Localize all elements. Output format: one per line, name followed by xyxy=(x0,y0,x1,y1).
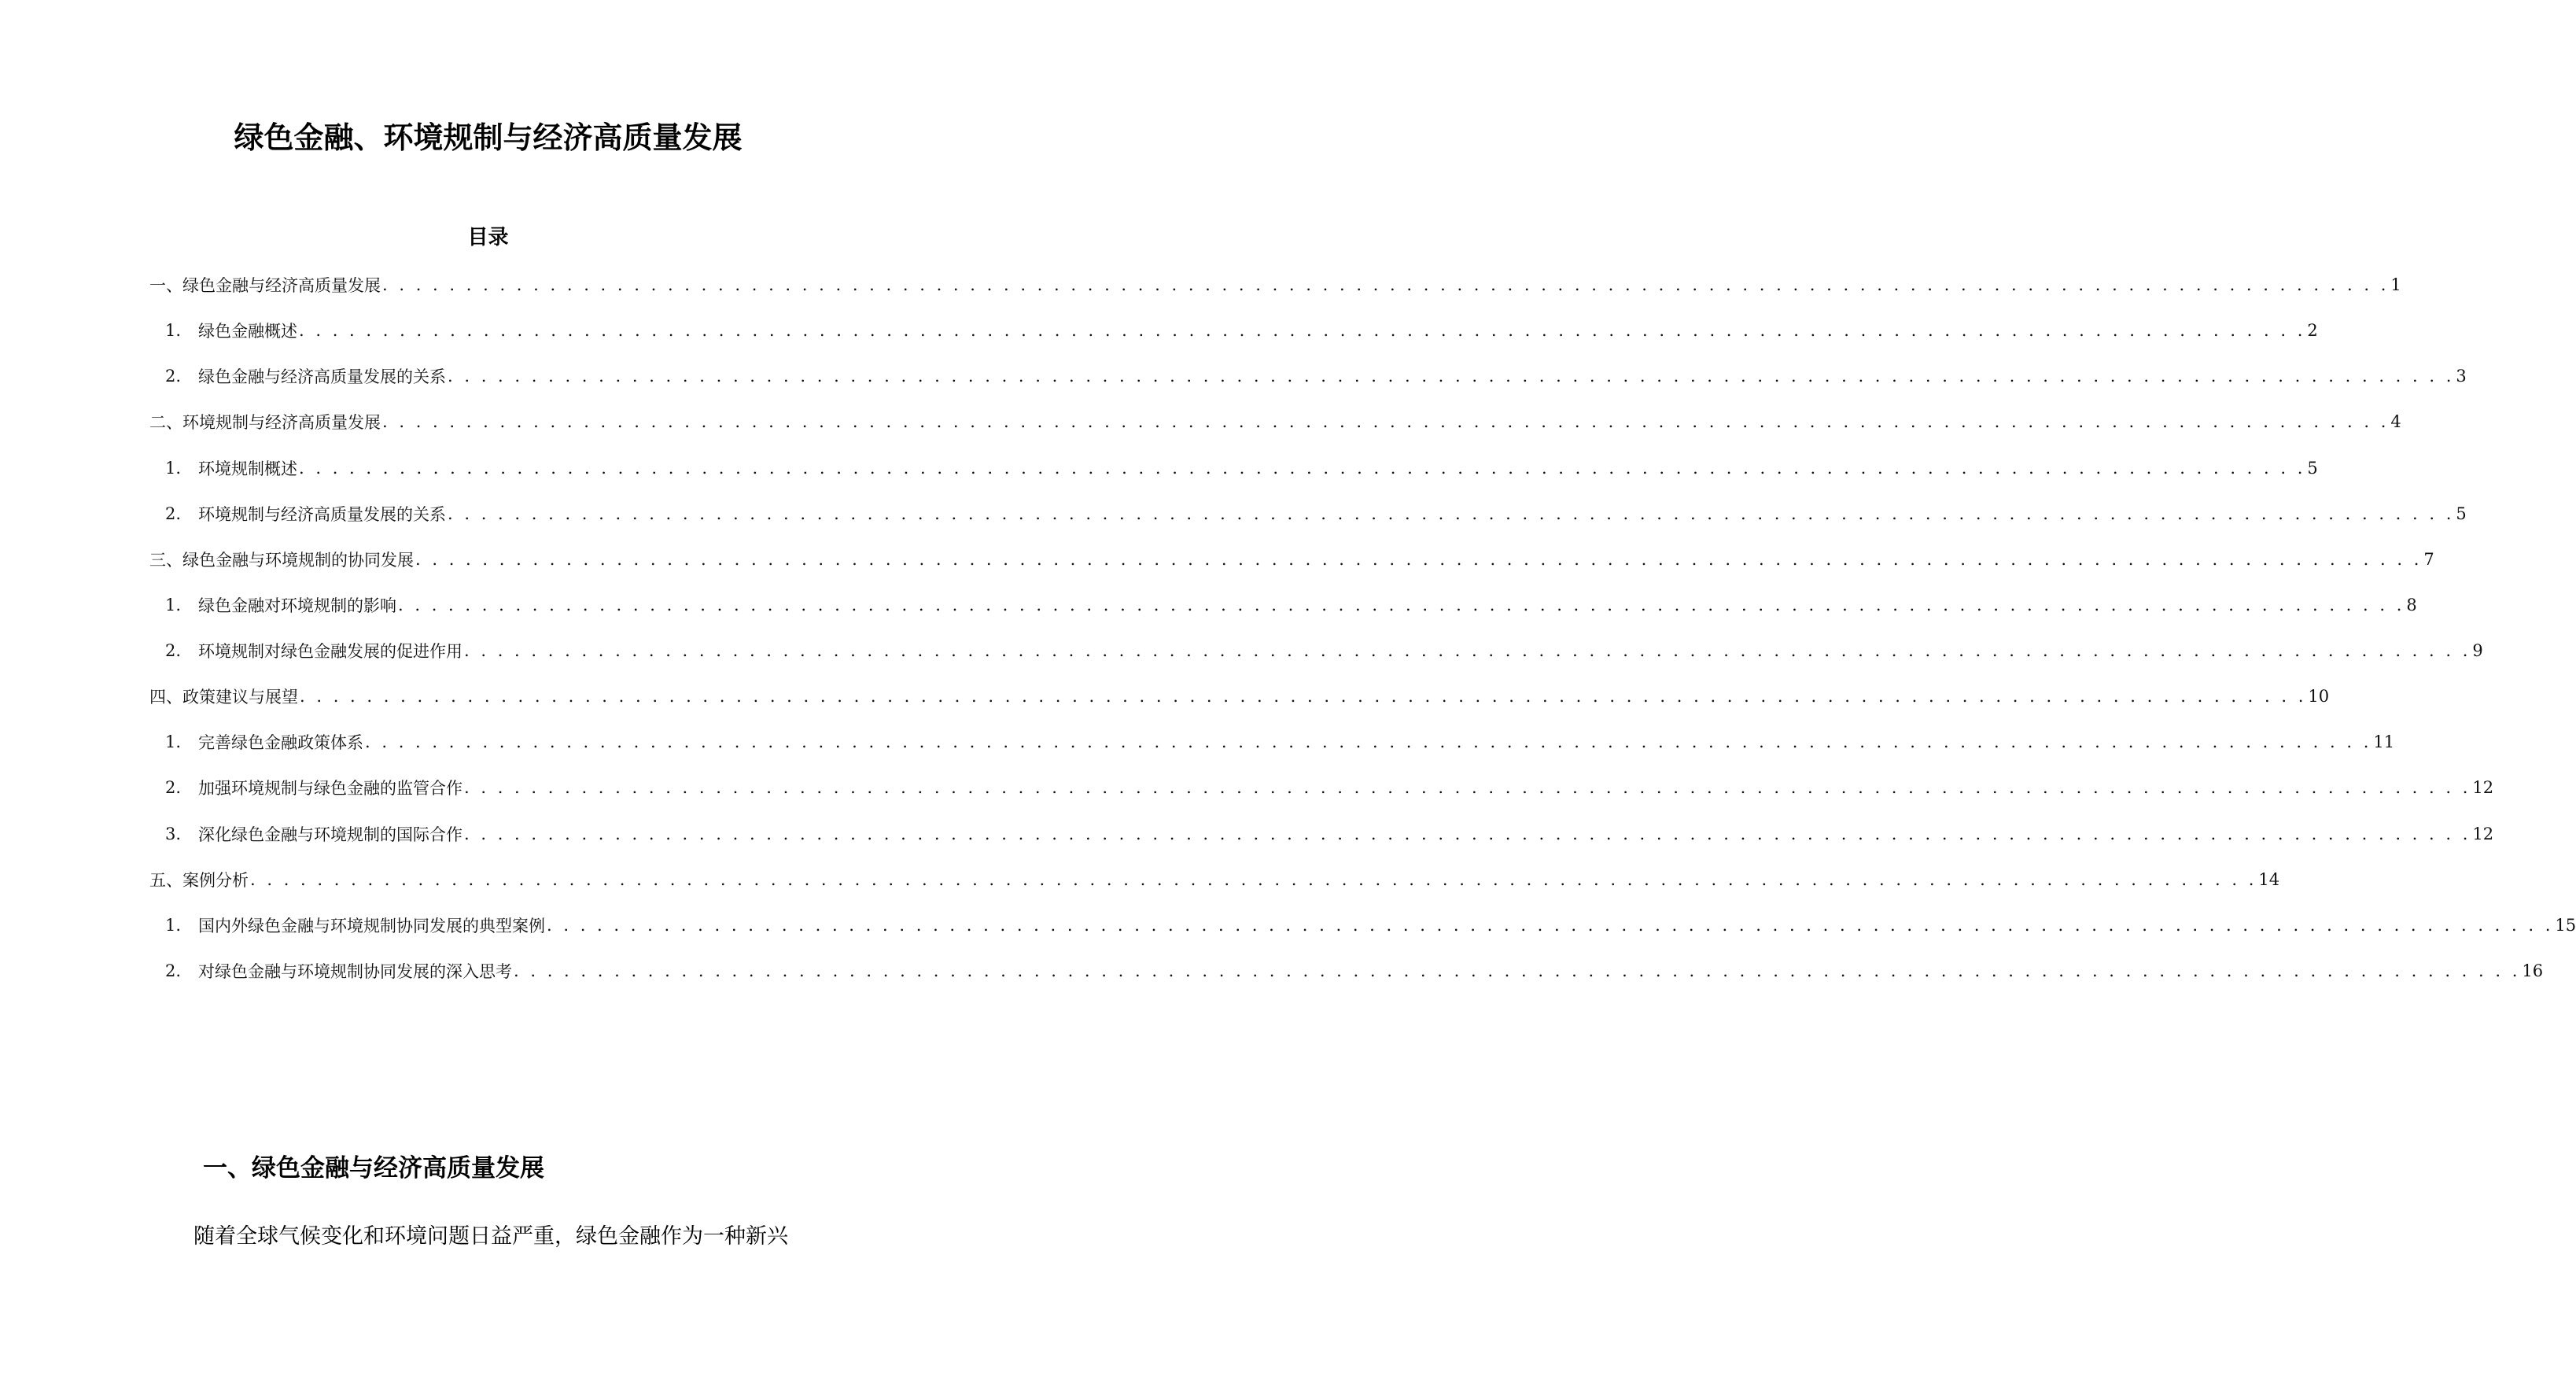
toc-page-number: 5 xyxy=(2456,504,2467,523)
toc-dot-leader: . . . . . . . . . . . . . . . . . . . . . . . . . . . . . . . . . . . . . . . . . . . . . . . . . . . . . . . . . . . . . . . . . . . . . . . . . . . . . . . . . . . . . . . . . . . . . . . . . . . . . . . . . . . . . . . . . . . . . . . . xyxy=(300,687,2307,706)
toc-page-number: 5 xyxy=(2307,459,2318,478)
toc-entry-subsection[interactable] xyxy=(165,635,2483,666)
toc-entry-number: 2. xyxy=(165,961,182,980)
toc-page-number: 15 xyxy=(2555,916,2576,935)
toc-entry-text: 三、绿色金融与环境规制的协同发展 xyxy=(149,551,414,570)
toc-page-number: 12 xyxy=(2472,825,2494,843)
toc-entry-subsection[interactable] xyxy=(165,498,2467,529)
toc-page-number: 4 xyxy=(2390,412,2401,431)
toc-entry-text: 绿色金融概述 xyxy=(198,322,297,341)
toc-dot-leader: . . . . . . . . . . . . . . . . . . . . . . . . . . . . . . . . . . . . . . . . . . . . . . . . . . . . . . . . . . . . . . . . . . . . . . . . . . . . . . . . . . . . . . . . . . . . . . . . . . . . . . . . . . . . . . . . . . . . . . . . xyxy=(464,641,2471,660)
toc-dot-leader: . . . . . . . . . . . . . . . . . . . . . . . . . . . . . . . . . . . . . . . . . . . . . . . . . . . . . . . . . . . . . . . . . . . . . . . . . . . . . . . . . . . . . . . . . . . . . . . . . . . . . . . . . . . . . . . . . . . . . . . . xyxy=(464,825,2471,843)
toc-entry-text: 二、环境规制与经济高质量发展 xyxy=(149,413,381,432)
toc-page-number: 8 xyxy=(2406,596,2417,614)
toc-dot-leader: . . . . . . . . . . . . . . . . . . . . . . . . . . . . . . . . . . . . . . . . . . . . . . . . . . . . . . . . . . . . . . . . . . . . . . . . . . . . . . . . . . . . . . . . . . . . . . . . . . . . . . . . . . . . . . . . . . . . . . . . xyxy=(398,596,2405,614)
toc-entry-text: 环境规制概述 xyxy=(198,459,297,478)
toc-entry-subsection[interactable] xyxy=(165,818,2494,850)
toc-dot-leader: . . . . . . . . . . . . . . . . . . . . . . . . . . . . . . . . . . . . . . . . . . . . . . . . . . . . . . . . . . . . . . . . . . . . . . . . . . . . . . . . . . . . . . . . . . . . . . . . . . . . . . . . . . . . . . . . . . . . . . . . xyxy=(464,778,2471,797)
toc-entry-number: 2. xyxy=(165,641,182,660)
toc-entry-subsection[interactable] xyxy=(165,726,2395,758)
toc-entry-chapter[interactable] xyxy=(149,406,2401,437)
toc-entry-subsection[interactable] xyxy=(165,452,2318,484)
toc-dot-leader: . . . . . . . . . . . . . . . . . . . . . . . . . . . . . . . . . . . . . . . . . . . . . . . . . . . . . . . . . . . . . . . . . . . . . . . . . . . . . . . . . . . . . . . . . . . . . . . . . . . . . . . . . . . . . . . . . . . . . . . . xyxy=(382,275,2390,294)
toc-entry-chapter[interactable] xyxy=(149,544,2434,575)
toc-entry-text: 深化绿色金融与环境规制的国际合作 xyxy=(198,825,463,844)
toc-page-number: 7 xyxy=(2423,550,2434,569)
toc-dot-leader: . . . . . . . . . . . . . . . . . . . . . . . . . . . . . . . . . . . . . . . . . . . . . . . . . . . . . . . . . . . . . . . . . . . . . . . . . . . . . . . . . . . . . . . . . . . . . . . . . . . . . . . . . . . . . . . . . . . . . . . . xyxy=(547,916,2554,935)
toc-entry-text: 绿色金融对环境规制的影响 xyxy=(198,596,396,615)
toc-entry-text: 国内外绿色金融与环境规制协同发展的典型案例 xyxy=(198,917,545,935)
toc-entry-chapter[interactable] xyxy=(149,269,2401,301)
document-title: 绿色金融、环境规制与经济高质量发展 xyxy=(234,120,743,155)
toc-entry-subsection[interactable] xyxy=(165,589,2417,621)
toc-dot-leader: . . . . . . . . . . . . . . . . . . . . . . . . . . . . . . . . . . . . . . . . . . . . . . . . . . . . . . . . . . . . . . . . . . . . . . . . . . . . . . . . . . . . . . . . . . . . . . . . . . . . . . . . . . . . . . . . . . . . . . . . xyxy=(365,732,2372,751)
toc-entry-number: 2. xyxy=(165,504,182,523)
toc-dot-leader: . . . . . . . . . . . . . . . . . . . . . . . . . . . . . . . . . . . . . . . . . . . . . . . . . . . . . . . . . . . . . . . . . . . . . . . . . . . . . . . . . . . . . . . . . . . . . . . . . . . . . . . . . . . . . . . . . . . . . . . . xyxy=(382,412,2390,431)
toc-entry-number: 1. xyxy=(165,916,182,935)
toc-entry-text: 一、绿色金融与经济高质量发展 xyxy=(149,276,381,295)
toc-entry-text: 环境规制与经济高质量发展的关系 xyxy=(198,505,446,524)
toc-entry-text: 五、案例分析 xyxy=(149,871,249,890)
toc-page-number: 9 xyxy=(2472,641,2483,660)
toc-entry-number: 3. xyxy=(165,825,182,843)
section-heading: 一、绿色金融与经济高质量发展 xyxy=(203,1154,544,1183)
toc-entry-text: 加强环境规制与绿色金融的监管合作 xyxy=(198,779,463,798)
toc-heading: 目录 xyxy=(467,226,509,249)
toc-page-number: 16 xyxy=(2522,961,2544,980)
toc-dot-leader: . . . . . . . . . . . . . . . . . . . . . . . . . . . . . . . . . . . . . . . . . . . . . . . . . . . . . . . . . . . . . . . . . . . . . . . . . . . . . . . . . . . . . . . . . . . . . . . . . . . . . . . . . . . . . . . . . . . . . . . . xyxy=(514,961,2521,980)
toc-page-number: 2 xyxy=(2307,321,2318,340)
toc-entry-chapter[interactable] xyxy=(149,864,2280,895)
toc-entry-text: 四、政策建议与展望 xyxy=(149,688,298,707)
toc-page-number: 12 xyxy=(2472,778,2494,797)
toc-dot-leader: . . . . . . . . . . . . . . . . . . . . . . . . . . . . . . . . . . . . . . . . . . . . . . . . . . . . . . . . . . . . . . . . . . . . . . . . . . . . . . . . . . . . . . . . . . . . . . . . . . . . . . . . . . . . . . . . . . . . . . . . xyxy=(250,870,2257,889)
toc-entry-subsection[interactable] xyxy=(165,910,2576,941)
toc-entry-number: 1. xyxy=(165,459,182,478)
toc-page-number: 14 xyxy=(2258,870,2280,889)
toc-entry-text: 环境规制对绿色金融发展的促进作用 xyxy=(198,642,463,661)
toc-entry-text: 完善绿色金融政策体系 xyxy=(198,733,363,752)
toc-page-number: 11 xyxy=(2373,732,2395,751)
toc-dot-leader: . . . . . . . . . . . . . . . . . . . . . . . . . . . . . . . . . . . . . . . . . . . . . . . . . . . . . . . . . . . . . . . . . . . . . . . . . . . . . . . . . . . . . . . . . . . . . . . . . . . . . . . . . . . . . . . . . . . . . . . . xyxy=(299,459,2306,478)
toc-dot-leader: . . . . . . . . . . . . . . . . . . . . . . . . . . . . . . . . . . . . . . . . . . . . . . . . . . . . . . . . . . . . . . . . . . . . . . . . . . . . . . . . . . . . . . . . . . . . . . . . . . . . . . . . . . . . . . . . . . . . . . . . xyxy=(448,367,2455,386)
toc-entry-number: 1. xyxy=(165,596,182,614)
toc-page-number: 1 xyxy=(2390,275,2401,294)
toc-entry-subsection[interactable] xyxy=(165,315,2318,346)
toc-dot-leader: . . . . . . . . . . . . . . . . . . . . . . . . . . . . . . . . . . . . . . . . . . . . . . . . . . . . . . . . . . . . . . . . . . . . . . . . . . . . . . . . . . . . . . . . . . . . . . . . . . . . . . . . . . . . . . . . . . . . . . . . xyxy=(448,504,2455,523)
toc-entry-subsection[interactable] xyxy=(165,360,2467,392)
toc-entry-text: 对绿色金融与环境规制协同发展的深入思考 xyxy=(198,962,512,981)
toc-entry-number: 2. xyxy=(165,367,182,386)
toc-entry-number: 1. xyxy=(165,732,182,751)
toc-page-number: 10 xyxy=(2308,687,2330,706)
body-paragraph: 随着全球气候变化和环境问题日益严重，绿色金融作为一种新兴 xyxy=(193,1224,788,1249)
toc-entry-text: 绿色金融与经济高质量发展的关系 xyxy=(198,367,446,386)
toc-entry-number: 1. xyxy=(165,321,182,340)
toc-entry-number: 2. xyxy=(165,778,182,797)
toc-dot-leader: . . . . . . . . . . . . . . . . . . . . . . . . . . . . . . . . . . . . . . . . . . . . . . . . . . . . . . . . . . . . . . . . . . . . . . . . . . . . . . . . . . . . . . . . . . . . . . . . . . . . . . . . . . . . . . . . . . . . . . . . xyxy=(415,550,2423,569)
toc-page-number: 3 xyxy=(2456,367,2467,386)
toc-entry-chapter[interactable] xyxy=(149,681,2330,712)
toc-dot-leader: . . . . . . . . . . . . . . . . . . . . . . . . . . . . . . . . . . . . . . . . . . . . . . . . . . . . . . . . . . . . . . . . . . . . . . . . . . . . . . . . . . . . . . . . . . . . . . . . . . . . . . . . . . . . . . . . . . . . . . . . xyxy=(299,321,2306,340)
toc-entry-subsection[interactable] xyxy=(165,955,2544,987)
toc-entry-subsection[interactable] xyxy=(165,772,2494,803)
